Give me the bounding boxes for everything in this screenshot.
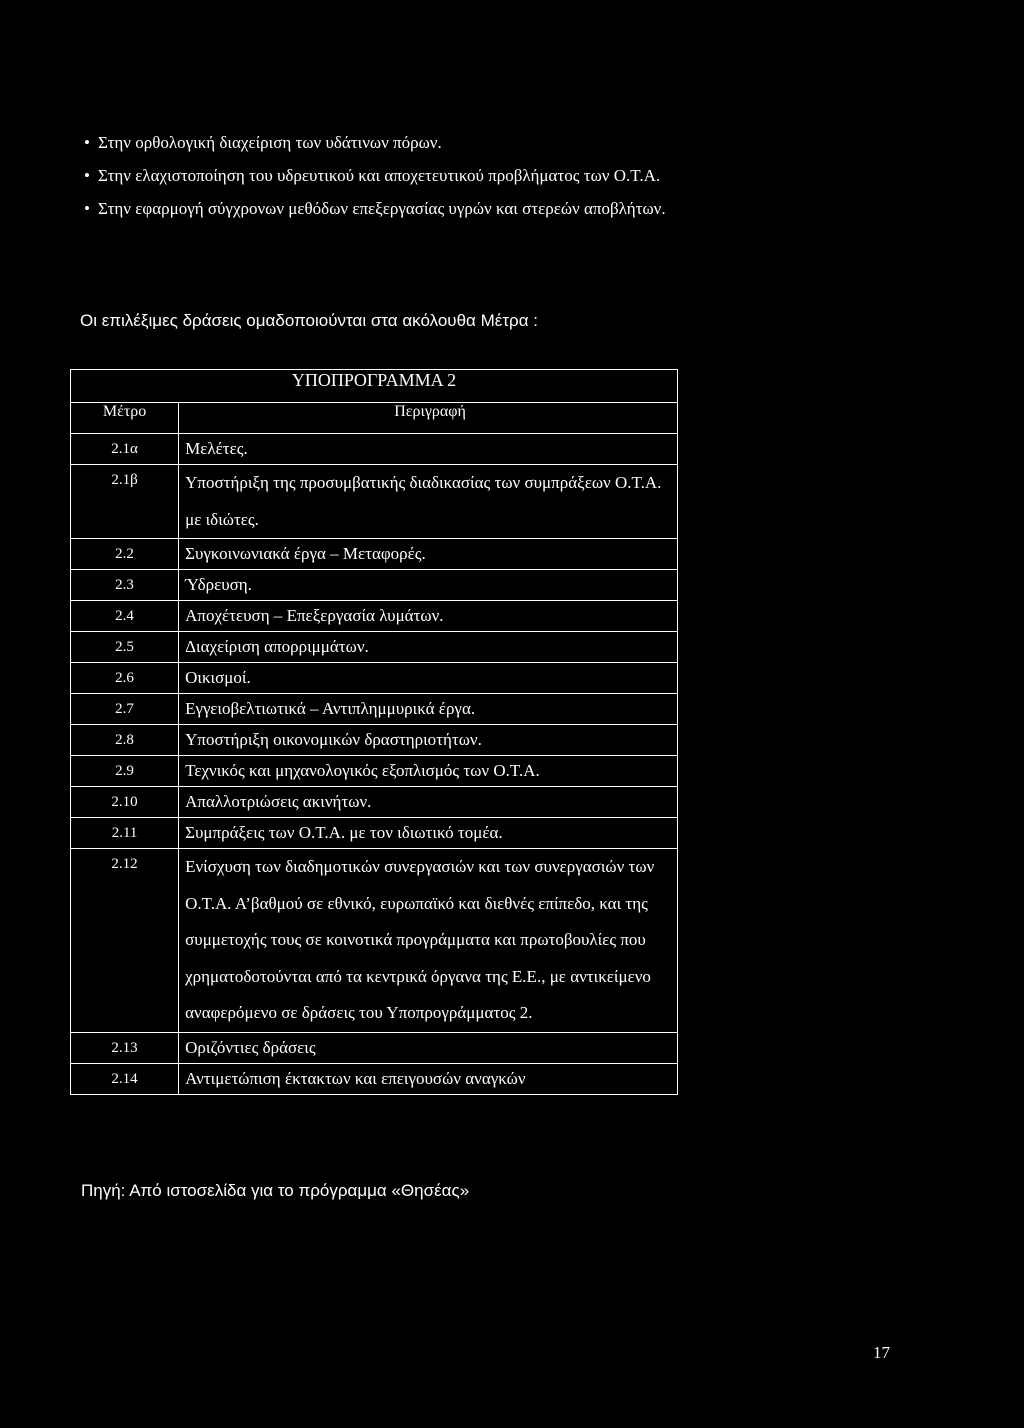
table-row	[71, 725, 678, 756]
measure-code: 2.14	[71, 1063, 179, 1094]
measure-code: 2.2	[71, 539, 179, 570]
table-row	[71, 570, 678, 601]
table-header-row	[71, 403, 678, 434]
measure-code: 2.9	[71, 756, 179, 787]
measure-code: 2.4	[71, 601, 179, 632]
bullet-icon: •	[84, 199, 90, 218]
column-header-description: Περιγραφή	[179, 403, 678, 434]
measure-code: 2.7	[71, 694, 179, 725]
measure-description: Μελέτες.	[179, 434, 678, 465]
measure-code: 2.1α	[71, 434, 179, 465]
measure-description: Ενίσχυση των διαδημοτικών συνεργασιών και των συνεργασιών των Ο.Τ.Α. Α’βαθμού σε εθνικό, ευρωπαϊκό και διεθνές επίπεδο, και της συμμετοχής τους σε κοινοτικά προγράμματα και πρωτοβουλίες που χρηματοδοτούνται από τα κεντρικά όργανα της Ε.Ε., με αντικείμενο αναφερόμενο σε δράσεις του Υποπρογράμματος 2.	[179, 849, 678, 1033]
table-row	[71, 1032, 678, 1063]
page-number: 17	[873, 1343, 890, 1362]
measures-table	[70, 369, 678, 1095]
measure-code: 2.1β	[71, 465, 179, 539]
bullet-text: Στην εφαρμογή σύγχρονων μεθόδων επεξεργασίας υγρών και στερεών αποβλήτων.	[98, 199, 666, 218]
measure-description: Αντιμετώπιση έκτακτων και επειγουσών αναγκών	[179, 1063, 678, 1094]
table-title: ΥΠΟΠΡΟΓΡΑΜΜΑ 2	[71, 370, 678, 403]
intro-text: Οι επιλέξιμες δράσεις ομαδοποιούνται στα ακόλουθα Μέτρα :	[80, 311, 538, 330]
table-row	[71, 601, 678, 632]
table-row	[71, 1063, 678, 1094]
measure-code: 2.12	[71, 849, 179, 1033]
table-row	[71, 434, 678, 465]
table-row	[71, 756, 678, 787]
table-row	[71, 465, 678, 539]
table-row	[71, 663, 678, 694]
measure-code: 2.5	[71, 632, 179, 663]
measure-description: Οικισμοί.	[179, 663, 678, 694]
table-title-row	[71, 370, 678, 403]
measure-code: 2.10	[71, 787, 179, 818]
bullet-item	[84, 133, 804, 152]
table-row	[71, 787, 678, 818]
measure-description: Υποστήριξη της προσυμβατικής διαδικασίας των συμπράξεων Ο.Τ.Α. με ιδιώτες.	[179, 465, 678, 539]
table-row	[71, 632, 678, 663]
measure-description: Απαλλοτριώσεις ακινήτων.	[179, 787, 678, 818]
measure-description: Υποστήριξη οικονομικών δραστηριοτήτων.	[179, 725, 678, 756]
bullet-icon: •	[84, 166, 90, 185]
column-header-measure: Μέτρο	[71, 403, 179, 434]
measure-description: Αποχέτευση – Επεξεργασία λυμάτων.	[179, 601, 678, 632]
bullet-list	[84, 133, 804, 232]
measure-code: 2.13	[71, 1032, 179, 1063]
bullet-item	[84, 166, 804, 185]
table-row	[71, 818, 678, 849]
measure-description: Τεχνικός και μηχανολογικός εξοπλισμός των Ο.Τ.Α.	[179, 756, 678, 787]
measure-code: 2.3	[71, 570, 179, 601]
table-row	[71, 694, 678, 725]
table-row	[71, 849, 678, 1033]
bullet-icon: •	[84, 133, 90, 152]
measure-description: Συμπράξεις των Ο.Τ.Α. με τον ιδιωτικό τομέα.	[179, 818, 678, 849]
bullet-text: Στην ορθολογική διαχείριση των υδάτινων πόρων.	[98, 133, 442, 152]
source-caption: Πηγή: Από ιστοσελίδα για το πρόγραμμα «Θησέας»	[81, 1181, 470, 1200]
measure-code: 2.8	[71, 725, 179, 756]
measure-description: Ύδρευση.	[179, 570, 678, 601]
bullet-text: Στην ελαχιστοποίηση του υδρευτικού και αποχετευτικού προβλήματος των Ο.Τ.Α.	[98, 166, 661, 185]
table-row	[71, 539, 678, 570]
measure-description: Εγγειοβελτιωτικά – Αντιπλημμυρικά έργα.	[179, 694, 678, 725]
measure-description: Συγκοινωνιακά έργα – Μεταφορές.	[179, 539, 678, 570]
measure-code: 2.6	[71, 663, 179, 694]
measure-description: Οριζόντιες δράσεις	[179, 1032, 678, 1063]
bullet-item	[84, 199, 804, 218]
measure-description: Διαχείριση απορριμμάτων.	[179, 632, 678, 663]
measure-code: 2.11	[71, 818, 179, 849]
